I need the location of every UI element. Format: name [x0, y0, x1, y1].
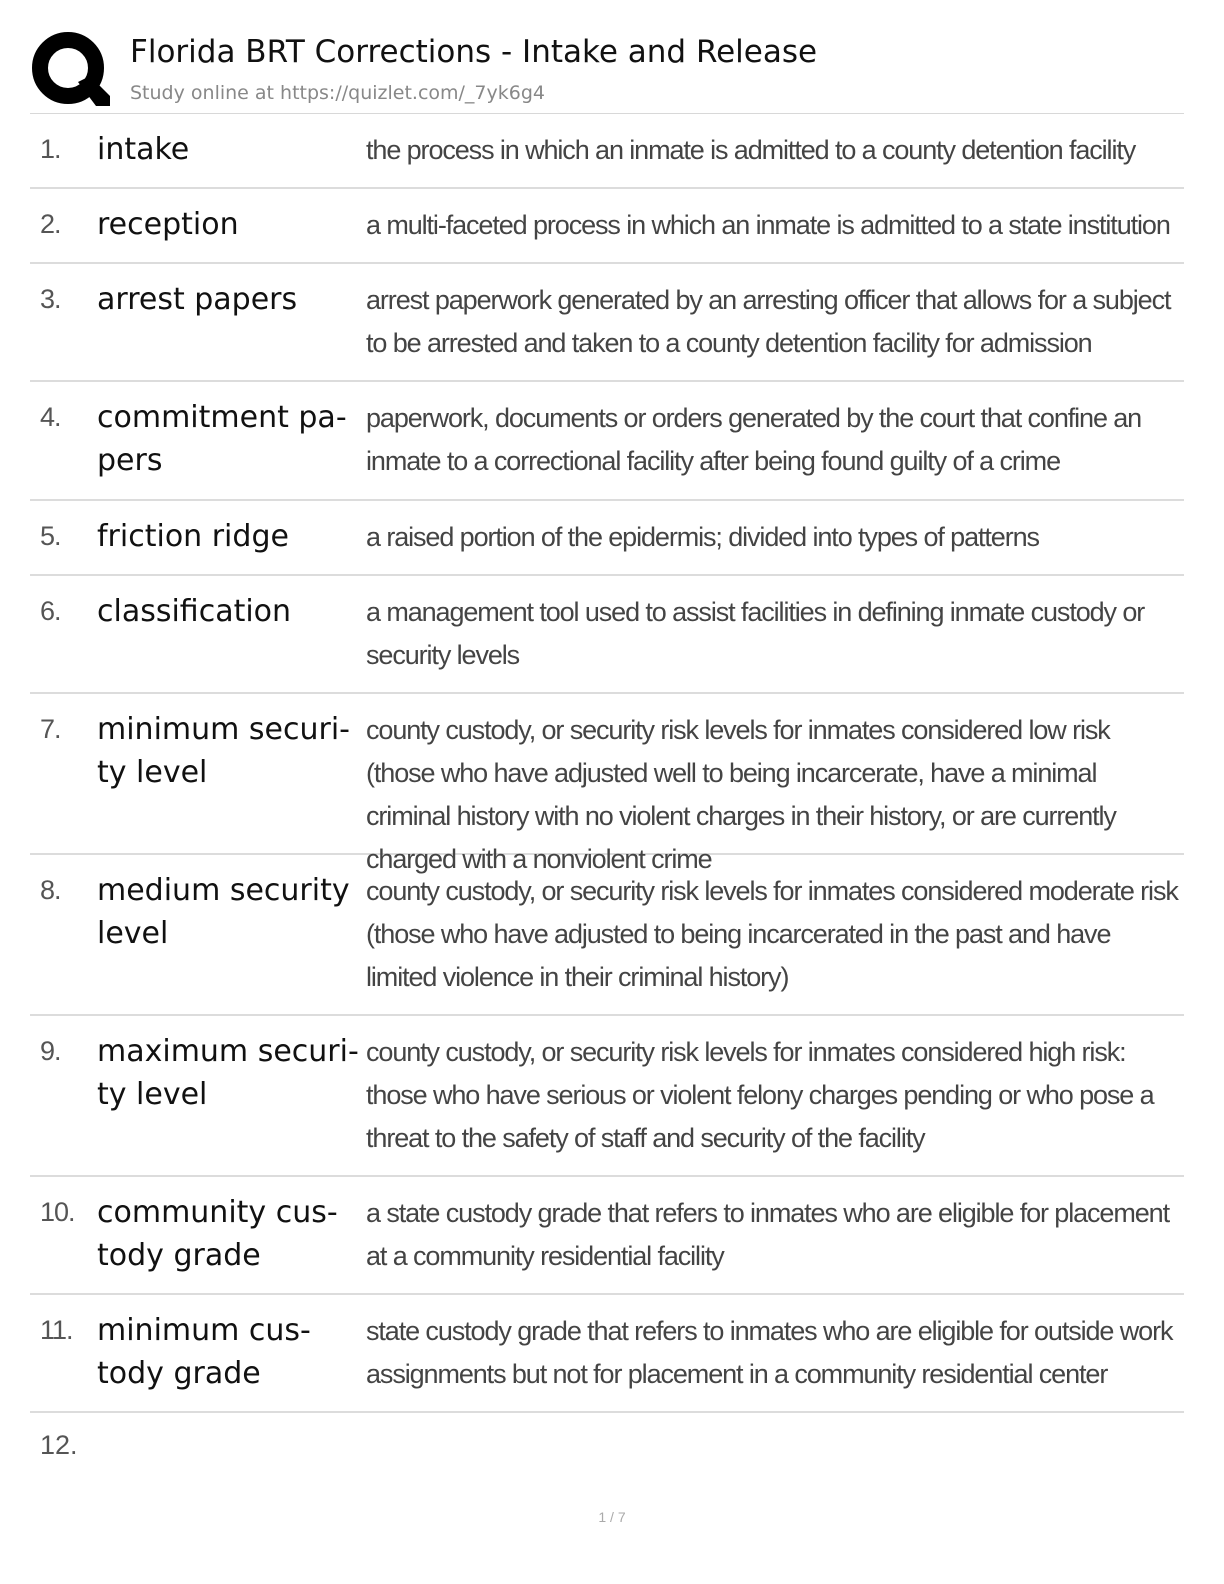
flashcard-row: [30, 501, 1184, 576]
quizlet-logo-icon: [30, 30, 110, 110]
card-term: maximum securi- ty level: [97, 1034, 359, 1112]
card-definition: paperwork, documents or orders generated by the court that confine an inmate to a correctional facility after being found guilty of a crime: [366, 403, 1142, 476]
study-online-link[interactable]: Study online at https://quizlet.com/_7yk6g4: [130, 82, 545, 104]
flashcard-list: [30, 114, 1184, 1413]
card-term: arrest papers: [97, 282, 298, 317]
card-term: minimum cus- tody grade: [97, 1313, 311, 1391]
card-definition: a multi-faceted process in which an inmate is admitted to a state institution: [366, 210, 1170, 240]
card-number: 9.: [40, 1036, 61, 1066]
card-number: 2.: [40, 209, 61, 239]
card-definition: arrest paperwork generated by an arresting officer that allows for a subject to be arrested and taken to a county detention facility for admission: [366, 285, 1171, 358]
card-number: 4.: [40, 402, 61, 432]
card-definition: state custody grade that refers to inmates who are eligible for outside work assignments but not for placement in a community residential center: [366, 1316, 1173, 1389]
flashcard-row: [30, 264, 1184, 382]
card-number: 6.: [40, 596, 61, 626]
card-number: 3.: [40, 284, 61, 314]
flashcard-row: [30, 694, 1184, 874]
flashcard-row: [30, 855, 1184, 1016]
flashcard-row: [30, 576, 1184, 694]
card-definition: a raised portion of the epidermis; divided into types of patterns: [366, 522, 1039, 552]
card-definition: county custody, or security risk levels for inmates considered moderate risk (those who have adjusted to being incarcerated in the past and have limited violence in their criminal history): [366, 876, 1178, 992]
card-term: friction ridge: [97, 519, 289, 554]
document-header: [30, 28, 1190, 112]
card-number: 10.: [40, 1197, 75, 1227]
card-number: 1.: [40, 134, 61, 164]
card-term: reception: [97, 207, 239, 242]
card-term: intake: [97, 132, 190, 167]
page-number: 1 / 7: [598, 1509, 626, 1525]
card-definition: county custody, or security risk levels for inmates considered low risk (those who have adjusted well to being incarcerate, have a minimal criminal history with no violent charges in their history, or are currently charged with a nonviolent crime: [366, 715, 1116, 874]
card-number: 7.: [40, 714, 61, 744]
card-number: 5.: [40, 521, 61, 551]
card-definition: the process in which an inmate is admitted to a county detention facility: [366, 135, 1136, 165]
card-definition: a management tool used to assist facilities in defining inmate custody or security levels: [366, 597, 1145, 670]
card-number: 8.: [40, 875, 61, 905]
flashcard-row: [30, 189, 1184, 264]
card-definition: county custody, or security risk levels for inmates considered high risk: those who have serious or violent felony charges pending or who pose a threat to the safety of staff and security of the facility: [366, 1037, 1154, 1153]
flashcard-row: [30, 1295, 1184, 1413]
flashcard-row: [30, 1177, 1184, 1295]
card-term: commitment pa- pers: [97, 400, 347, 478]
card-term: medium security level: [97, 873, 350, 951]
flashcard-row: [30, 1016, 1184, 1177]
card-number-partial: 12.: [40, 1430, 78, 1460]
card-term: classification: [97, 594, 292, 629]
card-term: community cus- tody grade: [97, 1195, 338, 1273]
flashcard-row: [30, 114, 1184, 189]
card-definition: a state custody grade that refers to inmates who are eligible for placement at a community residential facility: [366, 1198, 1169, 1271]
flashcard-row: [30, 382, 1184, 501]
card-number: 11.: [40, 1315, 73, 1345]
page-title: Florida BRT Corrections - Intake and Release: [130, 34, 818, 70]
card-term: minimum securi- ty level: [97, 712, 350, 790]
